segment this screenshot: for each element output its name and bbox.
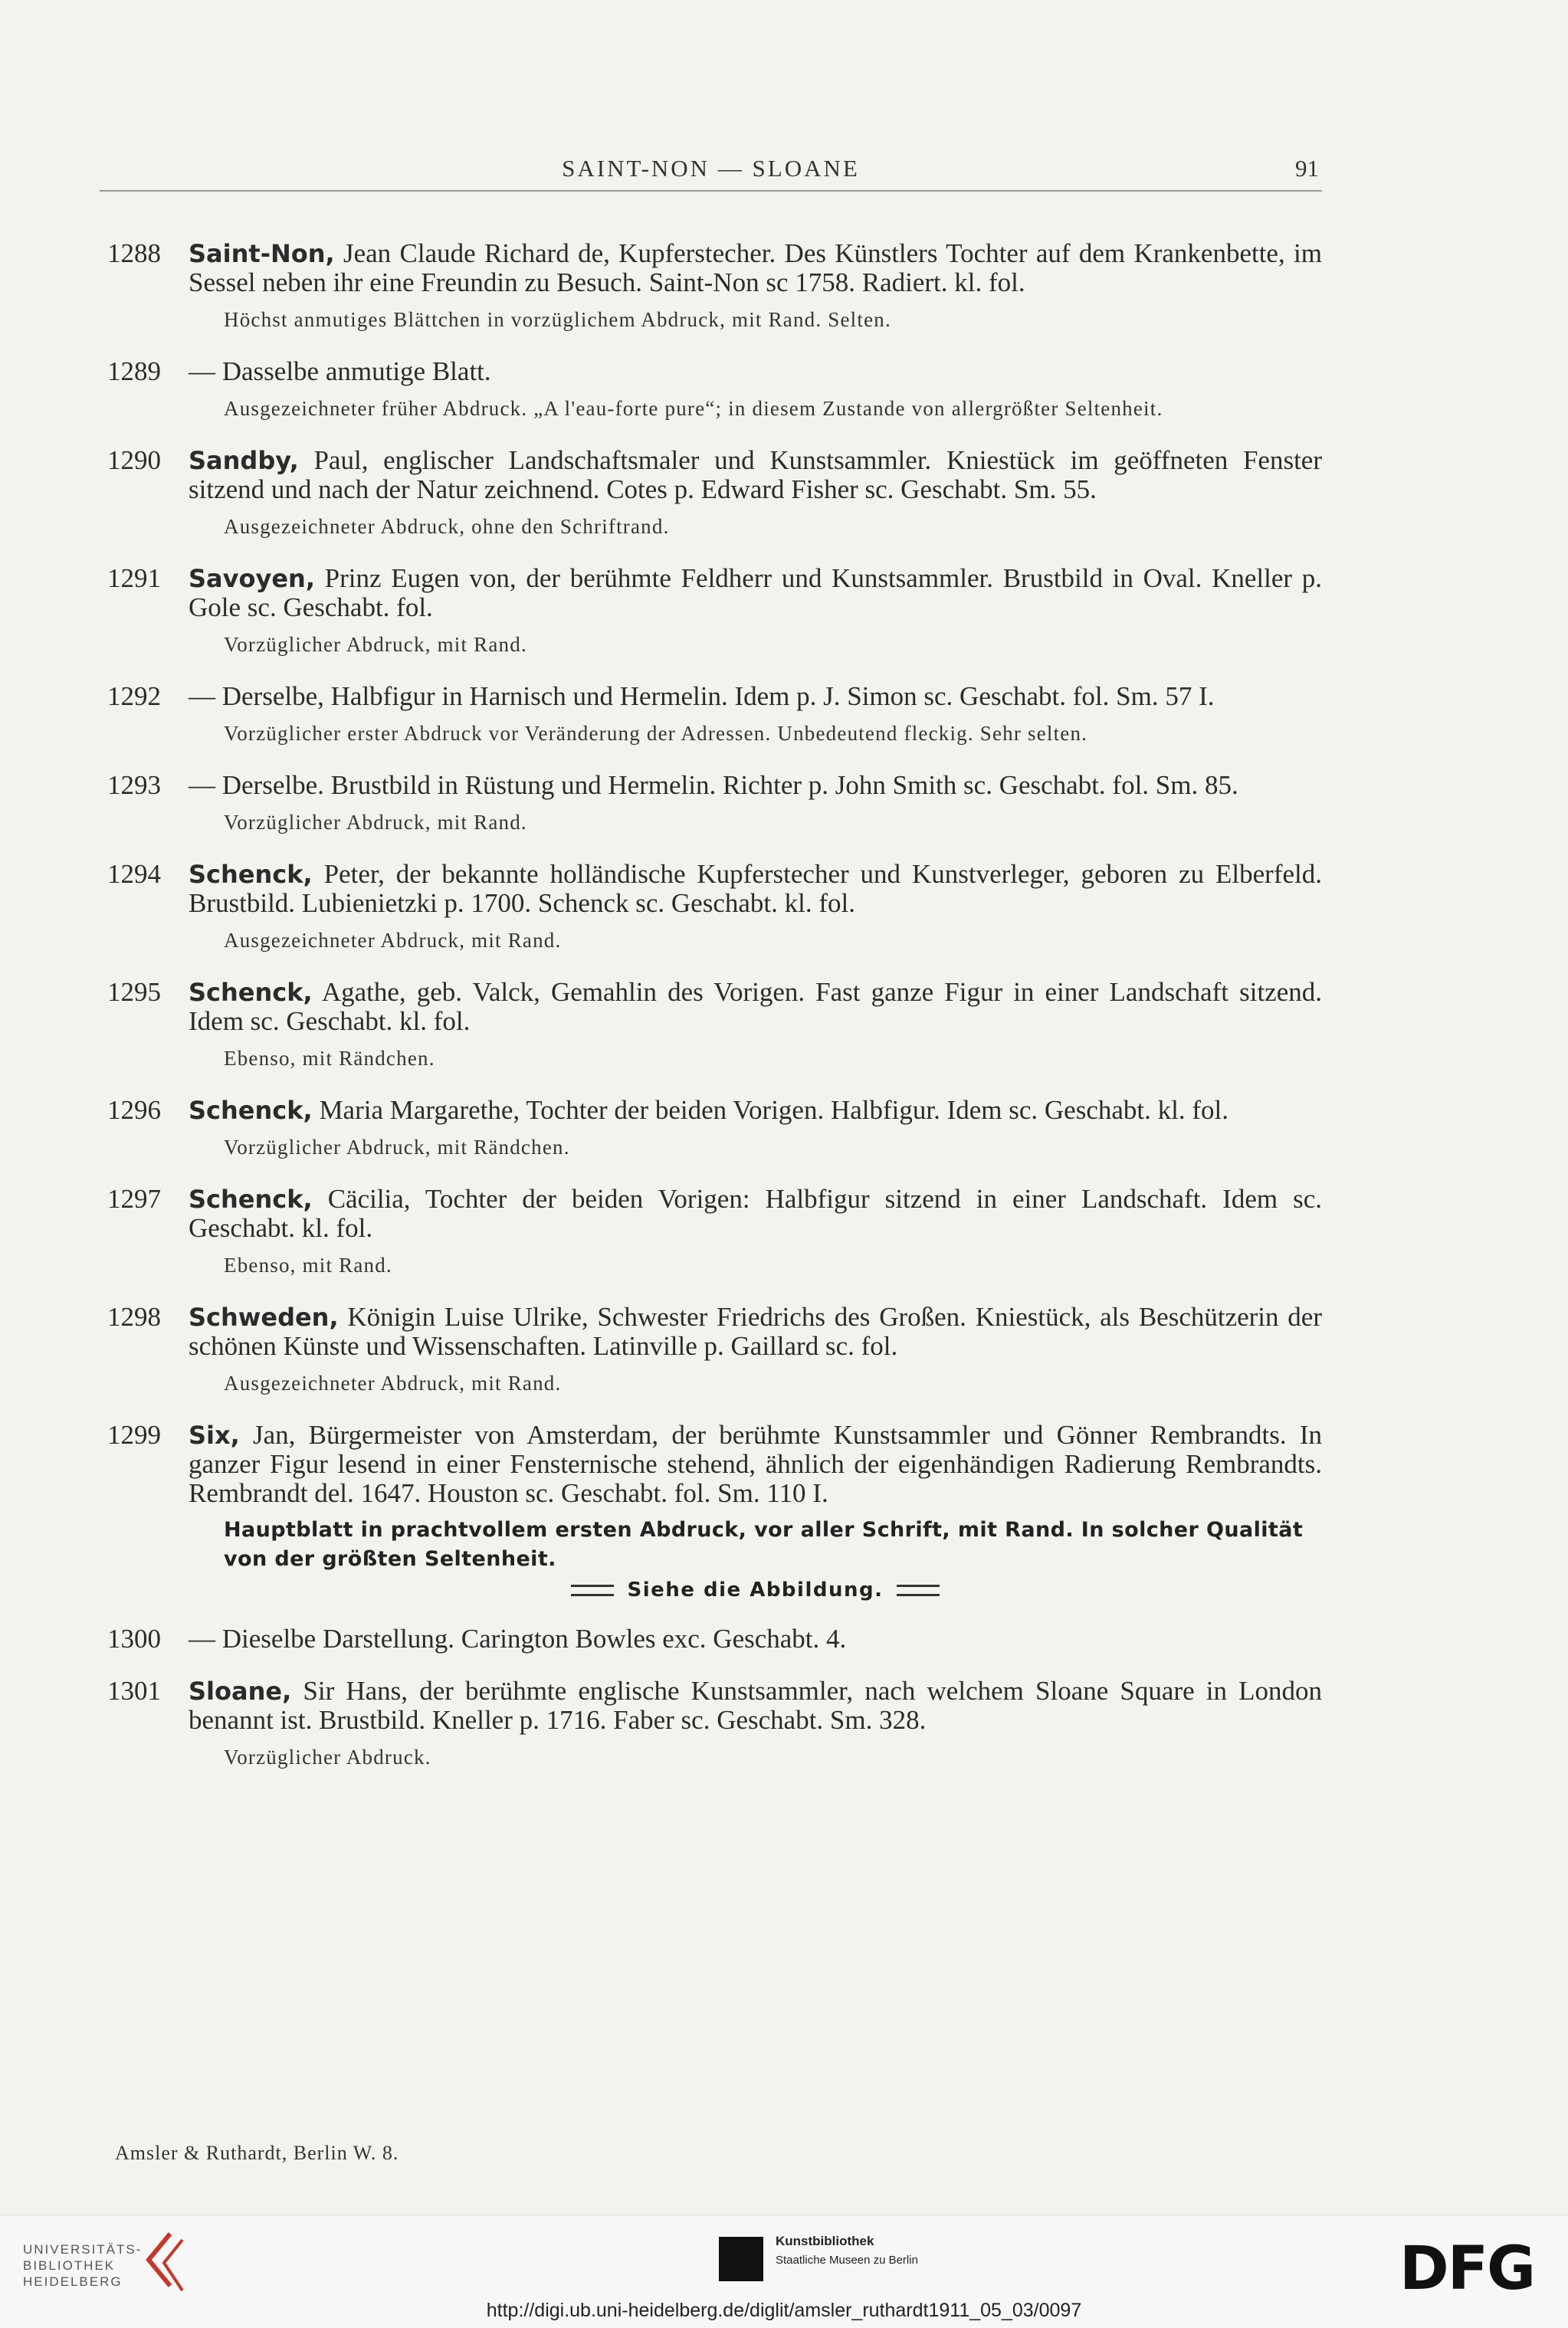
artist-name: Sloane, — [189, 1677, 292, 1706]
artist-name: Saint-Non, — [189, 239, 335, 268]
entry-number: 1300 — [107, 1624, 161, 1654]
entry-description — [189, 1096, 1322, 1125]
entry-number: 1295 — [107, 977, 161, 1007]
entry-description — [189, 1185, 1322, 1243]
entry-number: 1301 — [107, 1676, 161, 1706]
uni-logo-line: BIBLIOTHEK — [23, 2258, 116, 2273]
entry-text: Jean Claude Richard de, Kupferstecher. Des Künstlers Tochter auf dem Krankenbette, im Sessel neben ihr eine Freundin zu Besuch. Saint-Non sc 1758. Radiert. kl. fol. — [189, 238, 1322, 297]
entry-list — [107, 239, 1322, 1795]
dfg-logo[interactable]: DFG — [1399, 2235, 1535, 2303]
kunstbibliothek-label — [776, 2234, 918, 2267]
entry-text: Agathe, geb. Valck, Gemahlin des Vorigen. Fast ganze Figur in einer Landschaft sitzend. Idem sc. Geschabt. kl. fol. — [189, 977, 1322, 1036]
entry-text: Königin Luise Ulrike, Schwester Friedrichs des Großen. Kniestück, als Beschützerin der schönen Künste und Wissenschaften. Latinville p. Gaillard sc. fol. — [189, 1302, 1322, 1361]
entry-text: Jan, Bürgermeister von Amsterdam, der berühmte Kunstsammler und Gönner Rembrandts. In ganzer Figur lesend in einer Fensternische stehend, ähnlich der eigenhändigen Radierung Rembrandts. Rembrandt del. 1647. Houston sc. Geschabt. fol. Sm. 110 I. — [189, 1420, 1322, 1508]
catalog-entry — [107, 1421, 1322, 1602]
condition-note: Vorzüglicher Abdruck. — [224, 1746, 431, 1769]
catalog-entry — [107, 1185, 1322, 1280]
catalog-entry — [107, 239, 1322, 334]
artist-name: Schweden, — [189, 1303, 339, 1332]
entry-description — [189, 978, 1322, 1036]
artist-name: Schenck, — [189, 860, 313, 889]
entry-description — [189, 239, 1322, 297]
viewer-footer — [0, 2215, 1568, 2328]
artist-name: Sandby, — [189, 446, 299, 475]
catalog-entry — [107, 564, 1322, 659]
condition-note: Höchst anmutiges Blättchen in vorzüglichem Abdruck, mit Rand. Selten. — [224, 308, 891, 331]
entry-text: Maria Margarethe, Tochter der beiden Vorigen. Halbfigur. Idem sc. Geschabt. kl. fol. — [312, 1095, 1228, 1125]
entry-description — [189, 1625, 1322, 1654]
catalog-entry — [107, 1677, 1322, 1772]
catalog-entry — [107, 357, 1322, 423]
condition-note: Ausgezeichneter Abdruck, ohne den Schriftrand. — [224, 515, 670, 538]
permalink-url[interactable]: http://digi.ub.uni-heidelberg.de/diglit/amsler_ruthardt1911_05_03/0097 — [486, 2300, 1082, 2321]
condition-note: Ausgezeichneter früher Abdruck. „A l'eau-forte pure“; in diesem Zustande von allergrößter Seltenheit. — [224, 397, 1163, 420]
entry-description — [189, 771, 1322, 800]
entry-description — [189, 564, 1322, 622]
double-rule — [571, 1585, 614, 1596]
page-number: 91 — [1295, 155, 1319, 182]
entry-text: — Dasselbe anmutige Blatt. — [189, 356, 491, 386]
see-illustration-note — [189, 1579, 1322, 1602]
entry-number: 1289 — [107, 356, 161, 386]
university-library-logo[interactable] — [23, 2241, 142, 2290]
university-seal-icon — [139, 2229, 193, 2298]
see-illustration-text: Siehe die Abbildung. — [627, 1579, 884, 1602]
entry-number: 1288 — [107, 238, 161, 268]
artist-name: Six, — [189, 1421, 240, 1450]
publisher-imprint: Amsler & Ruthardt, Berlin W. 8. — [115, 2142, 399, 2164]
entry-text: — Dieselbe Darstellung. Carington Bowles exc. Geschabt. 4. — [189, 1624, 847, 1654]
condition-note: Vorzüglicher Abdruck, mit Rand. — [224, 811, 527, 834]
catalog-entry — [107, 1096, 1322, 1162]
catalog-entry — [107, 860, 1322, 955]
entry-number: 1292 — [107, 681, 161, 711]
entry-text: Paul, englischer Landschaftsmaler und Kunstsammler. Kniestück im geöffneten Fenster sitzend und nach der Natur zeichnend. Cotes p. Edward Fisher sc. Geschabt. Sm. 55. — [189, 445, 1322, 504]
kunstbibliothek-logo-icon[interactable] — [719, 2237, 763, 2281]
artist-name: Savoyen, — [189, 564, 315, 593]
condition-note: Ebenso, mit Rand. — [224, 1254, 392, 1277]
condition-note: Ebenso, mit Rändchen. — [224, 1047, 435, 1070]
catalog-entry — [107, 446, 1322, 541]
entry-description — [189, 446, 1322, 504]
entry-description — [189, 357, 1322, 386]
artist-name: Schenck, — [189, 1185, 313, 1214]
condition-note: Vorzüglicher erster Abdruck vor Veränderung der Adressen. Unbedeutend fleckig. Sehr selten. — [224, 722, 1088, 745]
entry-number: 1297 — [107, 1184, 161, 1214]
entry-number: 1294 — [107, 859, 161, 889]
condition-note: Ausgezeichneter Abdruck, mit Rand. — [224, 1372, 562, 1395]
catalog-entry — [107, 682, 1322, 748]
entry-number: 1293 — [107, 770, 161, 800]
condition-note: Vorzüglicher Abdruck, mit Rand. — [224, 633, 527, 656]
entry-text: — Derselbe, Halbfigur in Harnisch und Hermelin. Idem p. J. Simon sc. Geschabt. fol. Sm. 57 I. — [189, 681, 1215, 711]
entry-text: Cäcilia, Tochter der beiden Vorigen: Halbfigur sitzend in einer Landschaft. Idem sc. Geschabt. kl. fol. — [189, 1184, 1322, 1243]
kunstbibliothek-subtitle: Staatliche Museen zu Berlin — [776, 2254, 918, 2267]
entry-number: 1290 — [107, 445, 161, 475]
entry-number: 1298 — [107, 1302, 161, 1332]
uni-logo-line: HEIDELBERG — [23, 2274, 123, 2289]
kunstbibliothek-title: Kunstbibliothek — [776, 2234, 874, 2248]
entry-text: Peter, der bekannte holländische Kupferstecher und Kunstverleger, geboren zu Elberfeld. Brustbild. Lubienietzki p. 1700. Schenck sc. Geschabt. kl. fol. — [189, 859, 1322, 918]
running-head — [100, 152, 1322, 192]
entry-text: — Derselbe. Brustbild in Rüstung und Hermelin. Richter p. John Smith sc. Geschabt. fol. Sm. 85. — [189, 770, 1238, 800]
double-rule — [897, 1585, 940, 1596]
artist-name: Schenck, — [189, 1096, 313, 1125]
artist-name: Schenck, — [189, 978, 313, 1007]
entry-text: Prinz Eugen von, der berühmte Feldherr und Kunstsammler. Brustbild in Oval. Kneller p. Gole sc. Geschabt. fol. — [189, 563, 1322, 622]
entry-description — [189, 1421, 1322, 1508]
catalog-entry — [107, 1303, 1322, 1398]
entry-number: 1291 — [107, 563, 161, 593]
uni-logo-line: UNIVERSITÄTS- — [23, 2242, 143, 2257]
condition-note: Ausgezeichneter Abdruck, mit Rand. — [224, 929, 562, 952]
catalog-entry — [107, 1625, 1322, 1654]
entry-description — [189, 682, 1322, 711]
entry-number: 1299 — [107, 1420, 161, 1450]
entry-number: 1296 — [107, 1095, 161, 1125]
catalog-entry — [107, 771, 1322, 837]
entry-description — [189, 860, 1322, 918]
condition-note: Vorzüglicher Abdruck, mit Rändchen. — [224, 1136, 570, 1159]
entry-text: Sir Hans, der berühmte englische Kunstsammler, nach welchem Sloane Square in London benannt ist. Brustbild. Kneller p. 1716. Faber sc. Geschabt. Sm. 328. — [189, 1676, 1322, 1735]
condition-note: Hauptblatt in prachtvollem ersten Abdruck, vor aller Schrift, mit Rand. In solcher Qualität von der größten Seltenheit. — [224, 1518, 1304, 1571]
entry-description — [189, 1677, 1322, 1735]
entry-description — [189, 1303, 1322, 1361]
catalog-entry — [107, 978, 1322, 1073]
running-title: SAINT-NON — SLOANE — [562, 155, 860, 182]
